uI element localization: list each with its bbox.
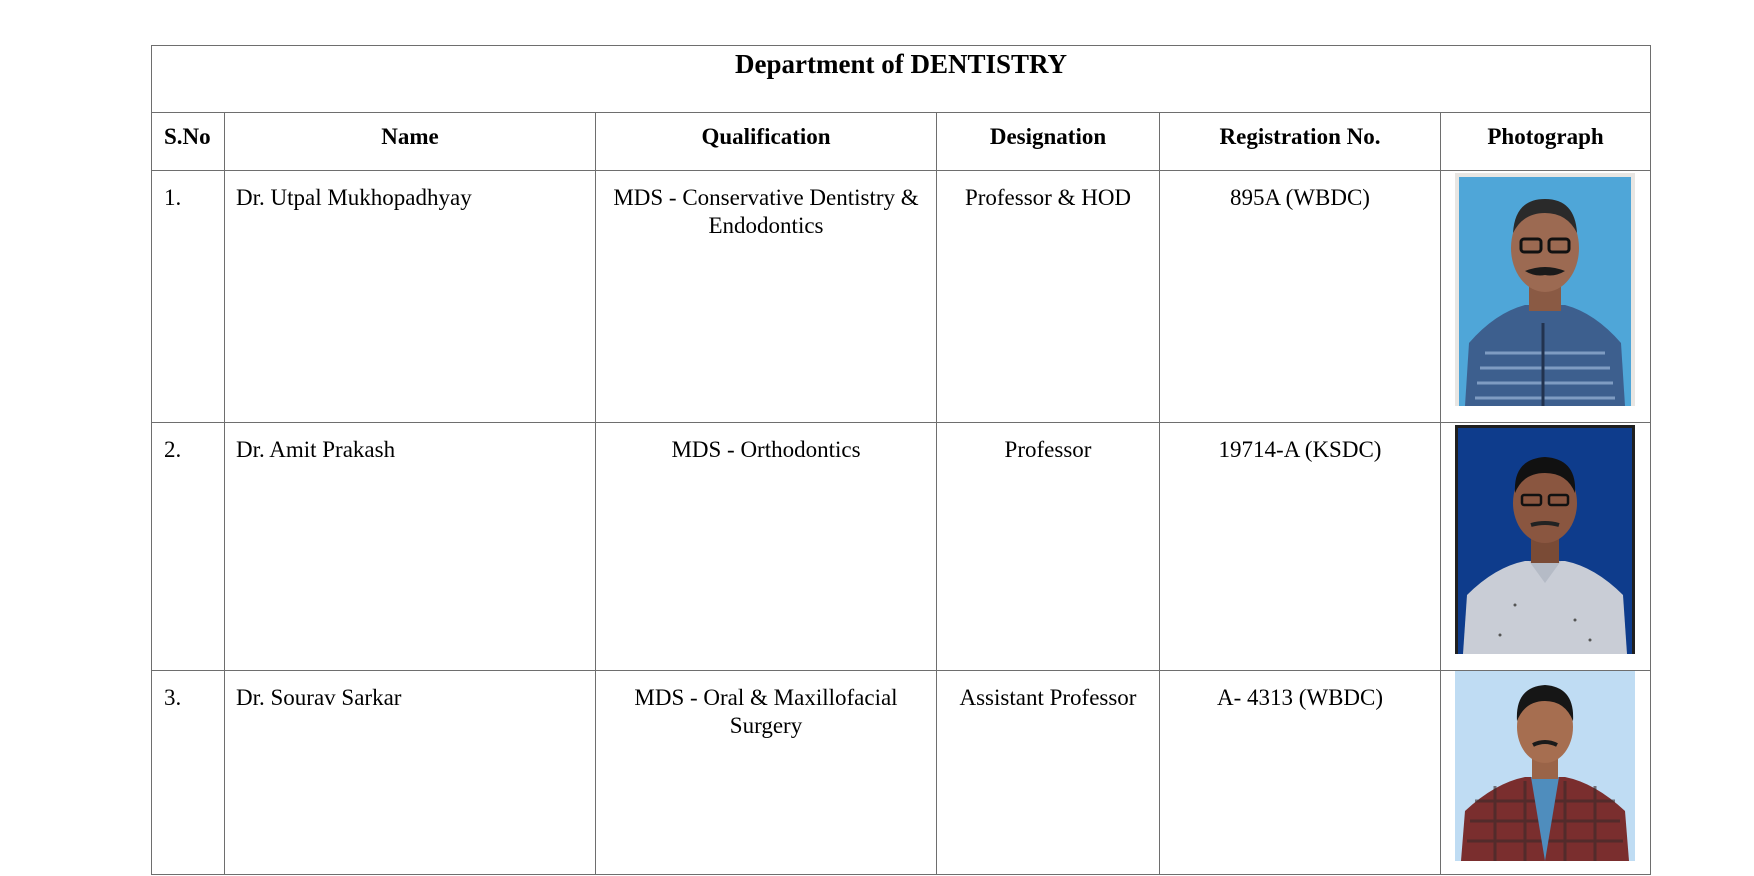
portrait-image: [1455, 671, 1635, 861]
portrait-image: [1455, 173, 1635, 406]
registration-cell: 895A (WBDC): [1160, 171, 1441, 423]
registration-cell: 19714-A (KSDC): [1160, 423, 1441, 671]
qualification-cell: MDS - Orthodontics: [596, 423, 937, 671]
column-header-qualification: Qualification: [596, 113, 937, 171]
staff-table: [151, 45, 1651, 875]
photograph-cell: [1441, 671, 1651, 875]
column-header-name: Name: [225, 113, 596, 171]
portrait-photo: [1455, 671, 1635, 861]
portrait-photo: [1455, 173, 1635, 406]
portrait-image: [1455, 425, 1635, 654]
sno-cell: 1.: [152, 171, 225, 423]
table-header-row: [152, 113, 1651, 171]
designation-cell: Professor: [937, 423, 1160, 671]
name-cell: Dr. Sourav Sarkar: [225, 671, 596, 875]
table-row: [152, 671, 1651, 875]
table-row: [152, 171, 1651, 423]
portrait-photo: [1455, 425, 1635, 654]
column-header-sno: S.No: [152, 113, 225, 171]
designation-cell: Assistant Professor: [937, 671, 1160, 875]
registration-cell: A- 4313 (WBDC): [1160, 671, 1441, 875]
qualification-cell: MDS - Oral & Maxillofacial Surgery: [596, 671, 937, 875]
photograph-cell: [1441, 423, 1651, 671]
page-title: Department of DENTISTRY: [152, 46, 1651, 113]
name-cell: Dr. Amit Prakash: [225, 423, 596, 671]
column-header-designation: Designation: [937, 113, 1160, 171]
designation-cell: Professor & HOD: [937, 171, 1160, 423]
photograph-cell: [1441, 171, 1651, 423]
column-header-photograph: Photograph: [1441, 113, 1651, 171]
name-cell: Dr. Utpal Mukhopadhyay: [225, 171, 596, 423]
column-header-registration: Registration No.: [1160, 113, 1441, 171]
qualification-cell: MDS - Conservative Dentistry & Endodontics: [596, 171, 937, 423]
sno-cell: 2.: [152, 423, 225, 671]
sno-cell: 3.: [152, 671, 225, 875]
table-row: [152, 423, 1651, 671]
